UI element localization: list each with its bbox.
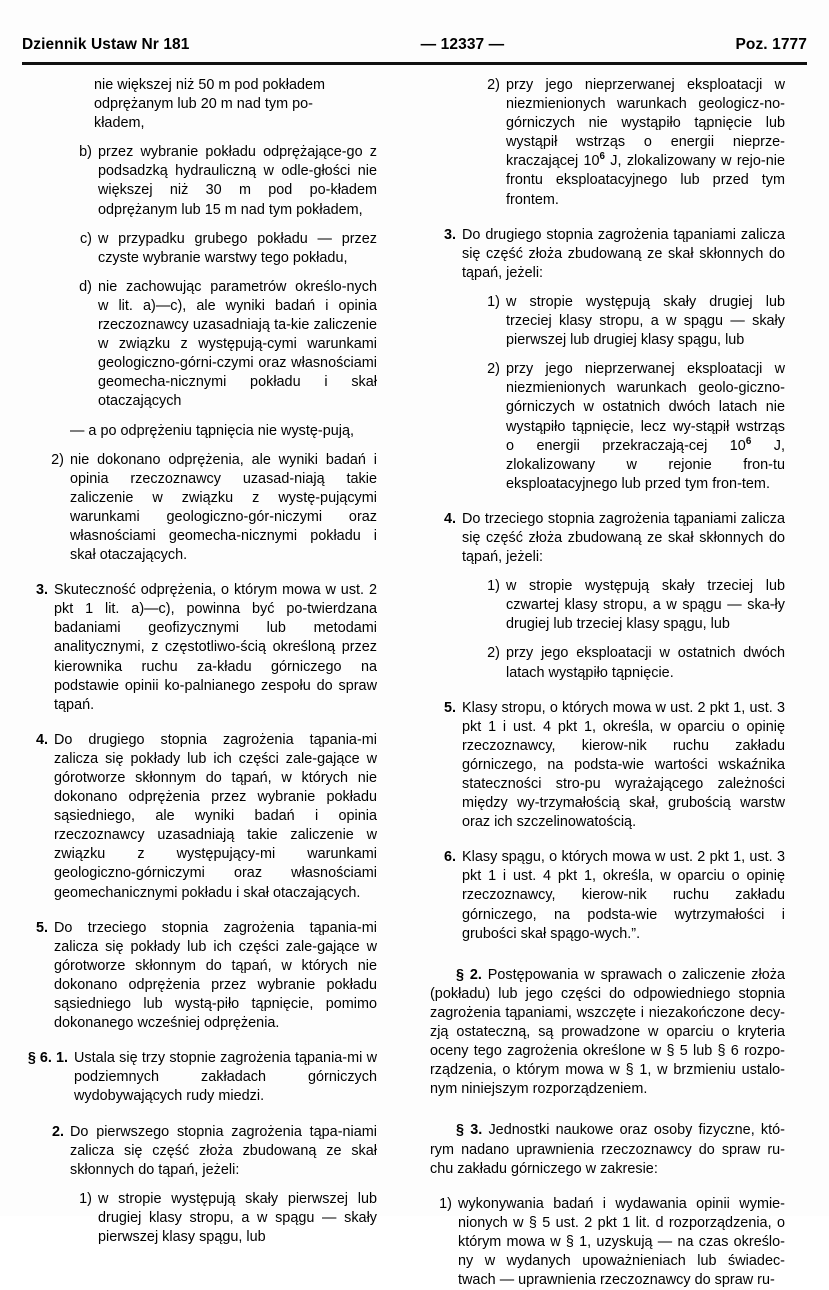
continuation-line-1: nie większej niż 50 m pod pokładem — [94, 77, 326, 93]
running-head-page-number: — 12337 — — [420, 36, 505, 53]
section-6-clause-2-sub-1-text: w stropie występują skały pierwszej lub drugiej klasy stropu, a w spągu — skały pierwszej klasy spągu, lub — [98, 1190, 377, 1245]
right-clause-3-sub-1-text: w stropie występują skały drugiej lub trzeciej klasy stropu, a w spągu — skały pierwszej lub drugiej klasy spągu, lub — [506, 293, 785, 349]
clause-marker-3: 3. — [35, 582, 48, 599]
clause-text-5: Do trzeciego stopnia zagrożenia tąpania-mi zalicza się pokłady lub ich części zale-gające w górotworze skłonnym do tąpań, w których nie dokonano odprężenia przez wybranie pokładu sąsiedniego lub wystą-piło tąpnięcie, pomimo dokonanego wcześniej odprężenia. — [54, 919, 377, 1032]
right-clause-3-sub-1 — [478, 293, 785, 350]
clause-4 — [22, 731, 377, 903]
section-2-marker: § 2. — [456, 966, 482, 983]
right-list-marker-2: 2) — [487, 77, 500, 93]
clause-marker-5: 5. — [35, 919, 48, 936]
list-marker-c: c) — [79, 230, 92, 247]
right-clause-3 — [430, 226, 785, 283]
right-list-item-2 — [478, 76, 785, 210]
running-head — [22, 36, 807, 54]
right-list-text-2-part-b: J, zlokalizowany w rejo-nie frontu eksploatacyjnego lub przed tym frontem. — [506, 153, 785, 208]
section-6-clause-2 — [42, 1123, 377, 1180]
running-head-item: Poz. 1777 — [735, 36, 807, 53]
list-marker-b: b) — [79, 144, 92, 161]
right-clause-4-sub-2 — [478, 644, 785, 682]
section-6-clause-2-sub-1-marker: 1) — [79, 1190, 92, 1207]
right-clause-4-sub-1-text: w stropie występują skały trzeciej lub czwartej klasy stropu, a w spągu — ska-ły drugiej lub trzeciej klasy spągu, lub — [506, 578, 785, 633]
body-columns — [22, 76, 807, 1289]
list-item-b — [70, 143, 377, 219]
list-marker-d: d) — [79, 278, 92, 295]
clause-text-3: Skuteczność odprężenia, o którym mowa w ust. 2 pkt 1 lit. a)—c), powinna być po-twierdzana badaniami geofizycznymi lub metodami analitycznymi, z częstotliwo-ścią określoną przez kierownika ruchu za-kładu górniczego na podstawie opinii ko-palnianego zespołu do spraw tąpań. — [54, 582, 377, 713]
section-3-item-1-text: wykonywania badań i wydawania opinii wymie-nionych w § 5 ust. 2 pkt 1 lit. d rozporządzenia, o którym mowa w § 1, uzyskują — na czas określo-ny w wydanych upoważnieniach lub świadec-twach — uprawnienia rzeczoznawcy do spraw ru- — [458, 1195, 785, 1289]
running-head-journal: Dziennik Ustaw Nr 181 — [22, 36, 190, 53]
list-marker-2: 2) — [51, 451, 64, 468]
section-6-marker: § 6. 1. — [27, 1050, 68, 1067]
section-6-clause-2-text: Do pierwszego stopnia zagrożenia tąpa-niami zalicza się część złoża zbudowaną ze skał skłonnych do tąpań, jeżeli: — [70, 1123, 377, 1178]
right-list-text-2 — [506, 76, 785, 210]
energy-exponent-2: 6 — [745, 435, 752, 447]
section-3-paragraph — [430, 1121, 785, 1178]
section-2-text: Postępowania w sprawach o zaliczenie złoża (pokładu) lub jego części do odpowiedniego stopnia zagrożenia tąpaniami, wszczęte i niezakończone decy-zją ostateczną, są prowadzone w oparciu o kryteria oceny tego zagrożenia określone w § 5 lub § 6 rozpo-rządzenia, o którym mowa w § 1, w brzmieniu ustalo-nym niniejszym rozporządzeniem. — [430, 966, 785, 1098]
right-clause-marker-3: 3. — [443, 226, 456, 243]
list-text-b: przez wybranie pokładu odprężające-go z podsadzką hydrauliczną w odle-głości nie większej niż 30 m pod po-kładem odprężanym lub 15 m nad tym pokładem, — [98, 144, 377, 218]
right-clause-4-sub-2-text: przy jego eksploatacji w ostatnich dwóch latach wystąpiło tąpnięcie. — [506, 645, 785, 681]
section-3-item-1 — [430, 1195, 785, 1290]
section-2-paragraph — [430, 966, 785, 1100]
left-column — [22, 76, 377, 1247]
right-clause-text-3: Do drugiego stopnia zagrożenia tąpaniami zalicza się część złoża zbudowaną ze skał skłonnych do tąpań, jeżeli: — [462, 226, 785, 281]
right-clause-3-sub-2-part-a: przy jego nieprzerwanej eksploatacji w niezmienionych warunkach geolo-giczno-górniczych w ostatnich dwóch latach nie wystąpiło tąpnięcie, lecz wy-stąpił wstrząs o energii przekraczają-cej 10 — [506, 361, 785, 454]
right-clause-5 — [430, 699, 785, 833]
clause-5 — [22, 919, 377, 1034]
clause-text-4: Do drugiego stopnia zagrożenia tąpania-mi zalicza się pokłady lub ich części zale-gające w górotworze skłonnym do tąpań, w których nie dokonano odprężenia przez wybranie pokładu sąsiedniego, ale wyniki badań i opinia rzeczoznawcy uzasadniają takie zaliczenie w związku z występujący-mi warunkami geologiczno-górniczymi oraz własnościami geomechanicznymi pokładu i skał otaczających. — [54, 731, 377, 901]
right-clause-4-sub-1 — [478, 577, 785, 634]
continuation-line-2: odprężanym lub 20 m nad tym po- — [94, 96, 313, 113]
section-6-clause-2-marker: 2. — [51, 1123, 64, 1140]
list-item-d — [70, 278, 377, 412]
right-clause-3-sub-2-marker: 2) — [487, 361, 500, 378]
continuation-line-3: kładem, — [94, 115, 145, 132]
right-list-text-2-part-a: przy jego nieprzerwanej eksploatacji w niezmienionych warunkach geologicz-no-górniczych nie wystąpiło tąpnięcie lub wystąpił wstrząs o energii nieprze-kraczającej 10 — [506, 77, 785, 170]
section-6-clause-1 — [22, 1049, 377, 1106]
section-3-item-1-marker: 1) — [439, 1195, 452, 1212]
running-head-rule — [22, 62, 807, 65]
right-clause-4 — [430, 510, 785, 567]
section-3-marker: § 3. — [456, 1122, 483, 1139]
dash-clause: — a po odprężeniu tąpnięcia nie wystę-pują, — [70, 422, 355, 439]
right-clause-4-sub-2-marker: 2) — [487, 645, 500, 662]
list-item-2 — [42, 451, 377, 566]
list-text-c: w przypadku grubego pokładu — przez czyste wybranie warstwy tego pokładu, — [98, 230, 377, 266]
right-clause-3-sub-1-marker: 1) — [487, 293, 500, 310]
right-clause-3-sub-2-part-b: J, zlokalizowany w rejonie fron-tu eksploatacyjnego lub przed tym fron-tem. — [506, 437, 785, 492]
clause-marker-4: 4. — [35, 731, 48, 748]
right-clause-text-4: Do trzeciego stopnia zagrożenia tąpaniami zalicza się część złoża zbudowaną ze skał skłonnych do tąpań, jeżeli: — [462, 510, 785, 566]
section-3-text: Jednostki naukowe oraz osoby fizyczne, któ-rym nadano uprawnienia rzeczoznawcy do spraw ru-chu zakładu górniczego w zakresie: — [430, 1122, 785, 1177]
clause-3 — [22, 581, 377, 715]
right-clause-3-sub-2-text — [506, 360, 785, 494]
list-text-2: nie dokonano odprężenia, ale wyniki badań i opinia rzeczoznawcy uzasad-niają takie zaliczenie w związku z wystę-pującymi warunkami geologiczno-gór-niczymi oraz własnościami geomecha-nicznymi pokładu i skał otaczających. — [70, 451, 377, 564]
right-clause-3-sub-2 — [478, 360, 785, 494]
right-clause-marker-4: 4. — [443, 510, 456, 527]
list-text-d: nie zachowując parametrów określo-nych w lit. a)—c), ale wyniki badań i opinia rzeczoznawcy uzasadniają ta-kie zaliczenie w związku z występują-cymi warunkami geologiczno-górni-czymi oraz własnościami geomecha-nicznymi pokładu i skał otaczających — [98, 278, 377, 410]
right-clause-marker-5: 5. — [443, 699, 456, 716]
right-column — [430, 76, 785, 1290]
right-clause-6 — [430, 848, 785, 943]
right-clause-text-6: Klasy spągu, o których mowa w ust. 2 pkt 1, ust. 3 pkt 1 i ust. 4 pkt 1, określa, w oparciu o opinię rzeczoznawcy, kierow-nik ruchu zakładu górniczego, na podsta-wie wytrzymałości i grubości skał spągo-wych.”. — [462, 849, 785, 942]
section-6-clause-2-sub-1 — [70, 1190, 377, 1247]
list-item-c — [70, 230, 377, 268]
continuation-item-a — [94, 76, 377, 133]
right-clause-marker-6: 6. — [443, 849, 456, 866]
section-6-clause-1-text: Ustala się trzy stopnie zagrożenia tąpania-mi w podziemnych zakładach górniczych wydobywających rudy miedzi. — [74, 1050, 377, 1105]
right-clause-text-5: Klasy stropu, o których mowa w ust. 2 pkt 1, ust. 3 pkt 1 i ust. 4 pkt 1, określa, w oparciu o opinię rzeczoznawcy, kierow-nik ruchu zakładu górniczego, na podsta-wie wartości wskaźnika stateczności stro-pu wyrażającego zależności między wy-trzymałością skał, grubością warstw oraz ich szczelinowatością. — [462, 699, 785, 831]
right-clause-4-sub-1-marker: 1) — [487, 578, 500, 595]
energy-exponent: 6 — [599, 151, 606, 163]
